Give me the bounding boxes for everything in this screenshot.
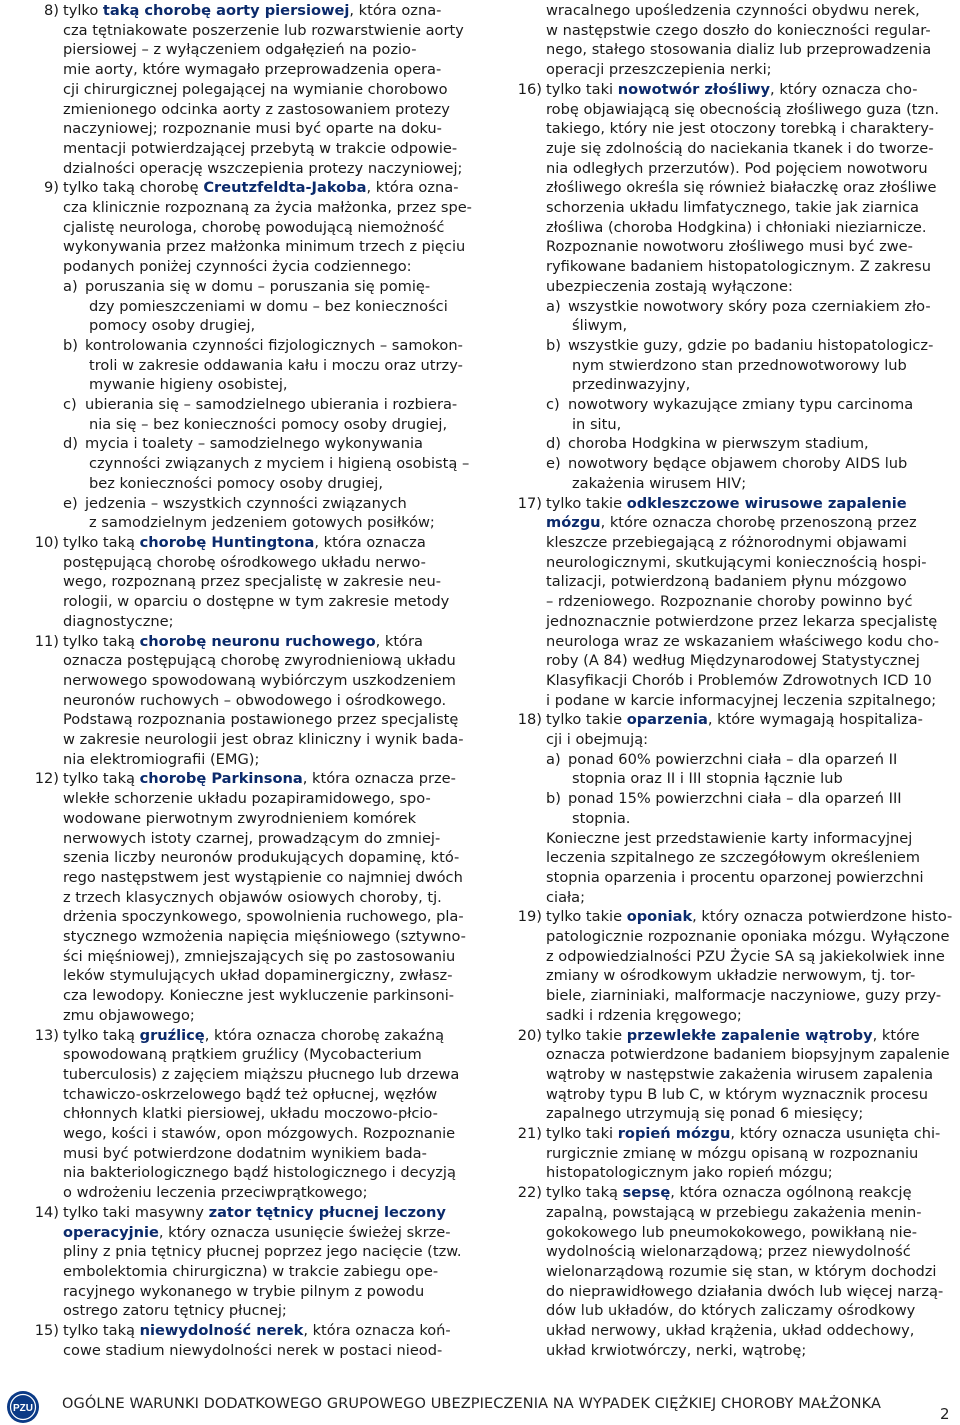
text-line: złośliwego określa się również białaczkę oraz złośliwe — [546, 179, 937, 197]
sub-item — [63, 336, 471, 395]
text-line: nia się – bez konieczności pomocy osoby drugiej, — [89, 415, 448, 433]
text-line: leczenia szpitalnego ze szczegółowym określeniem — [546, 849, 921, 867]
bold-term: zator tętnicy płucnej leczony — [208, 1203, 446, 1221]
text-line: embolektomia chirurgiczna) w trakcie zabiegu ope- — [63, 1263, 439, 1280]
list-item — [26, 178, 471, 533]
left-column — [26, 1, 471, 1361]
text-line: drżenia spoczynkowego, spowolnienia ruchowego, pla- — [63, 908, 464, 926]
bold-term: ropień mózgu — [617, 1125, 731, 1143]
bold-term: sepsę — [622, 1184, 671, 1202]
text-line: Rozpoznanie nowotworu złośliwego musi być zwe- — [546, 238, 913, 256]
text-line: wracalnego upośledzenia czynności obydwu nerek, — [546, 2, 920, 19]
text-line: zakażenia wirusem HIV; — [572, 474, 747, 492]
text-line: tylko taką chorobę Huntingtona, która oznacza — [63, 533, 426, 551]
pzu-logo-icon — [6, 1390, 40, 1424]
text-line: operacji przeszczepienia nerki; — [546, 61, 772, 79]
item-number: 22) — [517, 1184, 542, 1202]
text-line: z samodzielnym jedzeniem gotowych posiłków; — [89, 514, 435, 532]
text-line: tylko taki masywny zator tętnicy płucnej leczony — [63, 1203, 446, 1221]
text-line: do nieprawidłowego działania dwóch lub więcej narzą- — [546, 1282, 944, 1300]
list-item — [26, 769, 471, 1025]
text-line: rologii, w oparciu o dostępne w tym zakresie metody — [63, 593, 450, 611]
text-line: podanych poniżej czynności życia codziennego: — [63, 258, 412, 276]
text-line: tylko taką niewydolność nerek, która oznacza koń- — [63, 1322, 451, 1340]
text-line: tylko taką chorobę aorty piersiowej, która ozna- — [63, 2, 442, 19]
text-line: dzialności operację wszczepienia protezy naczyniowej; — [63, 159, 463, 177]
sub-item-letter: a) — [546, 297, 561, 315]
text-line: z odpowiedzialności PZU Życie SA są jakiekolwiek inne — [546, 947, 945, 965]
text-line: nia odległych przerzutów). Pod pojęciem nowotworu — [546, 159, 928, 177]
text-line: mywanie higieny osobistej, — [89, 376, 288, 394]
text-line: poruszania się w domu – poruszania się pomię- — [85, 277, 431, 295]
text-line: mycia i toalety – samodzielnego wykonywania — [85, 435, 423, 453]
text-line: tylko taki nowotwór złośliwy, który oznacza cho- — [546, 80, 918, 98]
text-line: w zakresie neurologii jest obraz kliniczny i wynik bada- — [63, 731, 464, 749]
sub-item — [63, 395, 471, 434]
bold-term: Creutzfeldta-Jakoba — [203, 179, 367, 197]
item-number: 11) — [34, 632, 59, 650]
text-line: stopnia oraz II i III stopnia łącznie lub — [572, 770, 843, 788]
text-line: spowodowaną prątkiem gruźlicy (Mycobacterium — [63, 1046, 422, 1064]
list-item — [509, 710, 949, 907]
sub-item — [546, 336, 949, 395]
text-line: nerwowego spowodowaną wybiórczym uszkodzeniem — [63, 671, 456, 689]
text-line: nerwowych istoty czarnej, prowadzącym do zmniej- — [63, 829, 441, 847]
text-line: sadki i rdzenia kręgowego; — [546, 1006, 742, 1024]
text-line: złośliwa (choroba Hodgkina) i chłoniaki nieziarnicze. — [546, 218, 927, 236]
sub-item-letter: d) — [546, 435, 561, 453]
text-line: zuje się zdolnością do naciekania tkanek i do tworze- — [546, 139, 934, 157]
text-line: śliwym, — [572, 317, 628, 335]
sub-item — [546, 297, 949, 336]
list-item — [26, 1, 471, 178]
text-line: i podane w karcie informacyjnej leczenia szpitalnego; — [546, 691, 937, 709]
sub-item-letter: e) — [546, 455, 561, 473]
sub-item-letter: a) — [546, 750, 561, 768]
text-line: wego, rozpoznaną przez specjalistę w zakresie neu- — [63, 573, 441, 591]
text-line: takiego, który nie jest otoczony torebką i charaktery- — [546, 120, 934, 138]
text-line: cjalistę neurologa, chorobę powodującą niemożność — [63, 218, 445, 236]
text-line: Konieczne jest przedstawienie karty informacyjnej — [546, 829, 913, 847]
text-line: Klasyfikacji Chorób i Problemów Zdrowotnych ICD 10 — [546, 671, 932, 689]
text-line: tchawiczo-oskrzelowego bądź też opłucnej, węzłów — [63, 1085, 438, 1103]
sub-item-letter: c) — [63, 396, 77, 414]
text-line: stopnia. — [572, 809, 631, 827]
list-item — [509, 1183, 949, 1360]
text-line: w następstwie czego doszło do konieczności regular- — [546, 21, 931, 39]
text-line: robę objawiającą się obecnością złośliwego guza (tzn. — [546, 100, 940, 118]
bold-term: nowotwór złośliwy — [617, 80, 771, 98]
text-line: ryfikowane badaniem histopatologicznym. Z zakresu — [546, 258, 931, 276]
item-number: 10) — [34, 533, 59, 551]
page-footer — [0, 1388, 960, 1425]
text-line: leków stymulujących układ dopaminergiczny, zwłasz- — [63, 967, 453, 985]
text-line: oznacza potwierdzone badaniem biopsyjnym zapalenie — [546, 1046, 950, 1064]
item-number: 12) — [34, 770, 59, 788]
bold-term: niewydolność nerek — [139, 1322, 304, 1340]
text-line: wodowane pierwotnym zwyrodnieniem komórek — [63, 809, 417, 827]
bold-term: oparzenia — [626, 711, 708, 729]
item-number: 13) — [34, 1026, 59, 1044]
text-line: patologicznie rozpoznanie oponiaka mózgu. Wyłączone — [546, 928, 950, 946]
text-line: układ nerwowy, układ krążenia, układ oddechowy, — [546, 1322, 915, 1340]
text-line: kontrolowania czynności fizjologicznych – samokon- — [85, 336, 463, 354]
bold-term: przewlekłe zapalenie wątroby — [626, 1026, 873, 1044]
list-item — [509, 907, 953, 1025]
text-line: nym stwierdzono stan przednowotworowy lub — [572, 356, 907, 374]
text-line: zmiany w ośrodkowym układzie nerwowym, tj. tor- — [546, 967, 916, 985]
sub-item-letter: d) — [63, 435, 78, 453]
text-line: szenia liczby neuronów produkujących dopaminę, któ- — [63, 849, 460, 867]
right-column — [509, 1, 953, 1361]
text-line: gokokowego lub pneumokokowego, powikłaną nie- — [546, 1223, 917, 1241]
text-line: diagnostyczne; — [63, 612, 174, 630]
list-item — [26, 533, 471, 632]
item-number: 15) — [34, 1322, 59, 1340]
text-line: zmu objawowego; — [63, 1006, 195, 1024]
text-line: nia elektromiografii (EMG); — [63, 750, 260, 768]
item-number: 21) — [517, 1125, 542, 1143]
text-line: jedzenia – wszystkich czynności związanych — [85, 494, 407, 512]
sub-item — [546, 395, 949, 434]
text-line: tylko takie oponiak, który oznacza potwierdzone histo- — [546, 908, 953, 926]
sub-item — [546, 434, 949, 454]
item-number: 19) — [517, 908, 542, 926]
sub-item — [546, 750, 949, 789]
item-number: 8) — [44, 2, 59, 19]
text-line: czynności związanych z myciem i higieną osobistą – — [89, 455, 470, 473]
item-number: 18) — [517, 711, 542, 729]
bold-term: odkleszczowe wirusowe zapalenie — [626, 494, 907, 512]
list-item — [509, 1124, 949, 1183]
text-line: ści mięśniowej), zmniejszających się po zastosowaniu — [63, 947, 456, 965]
text-line: nego, stałego stosowania dializ lub przeprowadzenia — [546, 41, 932, 59]
text-line: nowotwory wykazujące zmiany typu carcinoma — [568, 396, 914, 414]
text-line: wielonarządową rozumie się stan, w którym dochodzi — [546, 1263, 937, 1280]
sub-item-letter: e) — [63, 494, 78, 512]
bold-term: gruźlicę — [139, 1026, 205, 1044]
sub-item-letter: c) — [546, 396, 560, 414]
text-line: wego, kości i stawów, opon mózgowych. Rozpoznanie — [63, 1125, 456, 1143]
bold-term: operacyjnie — [63, 1223, 159, 1241]
list-item — [509, 494, 949, 711]
text-line: zapalnego utrzymują się ponad 6 miesięcy; — [546, 1105, 864, 1123]
text-line: cza lewodopy. Konieczne jest wykluczenie parkinsoni- — [63, 987, 455, 1005]
sub-item-letter: b) — [546, 790, 561, 808]
list-item — [26, 1026, 471, 1203]
text-line: tuberculosis) z zajęciem miąższu płucnego lub drzewa — [63, 1065, 460, 1083]
text-line: ponad 15% powierzchni ciała – dla oparzeń III — [568, 790, 902, 808]
right-list — [509, 1, 953, 1361]
text-line: tylko takie oparzenia, które wymagają hospitaliza- — [546, 711, 923, 729]
text-line: neurologicznymi, skutkującymi koniecznością hospi- — [546, 553, 927, 571]
item-number: 20) — [517, 1026, 542, 1044]
bold-term: chorobę neuronu ruchowego — [139, 632, 376, 650]
sub-item — [546, 454, 949, 493]
bold-term: chorobę Parkinsona — [139, 770, 303, 788]
text-line: wlekłe schorzenie układu pozapiramidowego, spo- — [63, 790, 431, 808]
text-line: tylko taką sepsę, która oznacza ogólnoną reakcję — [546, 1184, 912, 1202]
text-line: przedinwazyjny, — [572, 376, 691, 394]
text-line: nowotwory będące objawem choroby AIDS lub — [568, 455, 908, 473]
list-item — [509, 1026, 949, 1125]
sub-item-letter: b) — [546, 336, 561, 354]
text-line: troli w zakresie oddawania kału i moczu oraz utrzy- — [89, 356, 463, 374]
text-line: ponad 60% powierzchni ciała – dla oparzeń II — [568, 750, 898, 768]
text-line: cji i obejmują: — [546, 731, 649, 749]
text-line: roby (A 84) według Międzynarodowej Statystycznej — [546, 652, 920, 670]
item-number: 17) — [517, 494, 542, 512]
page-number: 2 — [940, 1405, 950, 1423]
text-line: mentacji potwierdzającej przebytą w trakcie odpowie- — [63, 139, 458, 157]
text-line: neuronów ruchowych – obwodowego i ośrodkowego. — [63, 691, 447, 709]
text-line: ubierania się – samodzielnego ubierania i rozbiera- — [85, 396, 458, 414]
text-line: neurologa wraz ze wskazaniem właściwego kodu cho- — [546, 632, 939, 650]
text-line: cji chirurgicznej polegającej na wymianie chorobowo — [63, 80, 448, 98]
text-line: operacyjnie, który oznacza usunięcie świeżej skrze- — [63, 1223, 451, 1241]
text-line: ubezpieczenia zostają wyłączone: — [546, 277, 793, 295]
text-line: racyjnego wykonanego w trybie pilnym z powodu — [63, 1282, 425, 1300]
text-line: wątroby typu B lub C, w którym wyznacznik procesu — [546, 1085, 928, 1103]
text-line: zmienionego odcinka aorty z zastosowaniem protezy — [63, 100, 450, 118]
text-line: pliny z pnia tętnicy płucnej poprzez jego nacięcie (tzw. — [63, 1243, 462, 1261]
list-item — [26, 632, 471, 770]
bold-term: mózgu — [546, 514, 601, 532]
text-line: musi być potwierdzone dodatnim wynikiem bada- — [63, 1144, 427, 1162]
item-number: 9) — [44, 179, 59, 197]
text-line: pomocy osoby drugiej, — [89, 317, 256, 335]
text-line: choroba Hodgkina w pierwszym stadium, — [568, 435, 869, 453]
bold-term: taką chorobę aorty piersiowej — [102, 2, 350, 19]
text-line: talizacji, potwierdzoną badaniem płynu mózgowo — [546, 573, 907, 591]
text-line: dzy pomieszczeniami w domu – bez konieczności — [89, 297, 448, 315]
list-item — [26, 1203, 471, 1321]
text-line: naczyniowej; rozpoznanie musi być oparte na doku- — [63, 120, 442, 138]
footer-title: OGÓLNE WARUNKI DODATKOWEGO GRUPOWEGO UBEZPIECZENIA NA WYPADEK CIĘŻKIEJ CHOROBY MAŁŻONKA — [62, 1396, 881, 1412]
text-line: chłonnych klatki piersiowej, układu moczowo-płcio- — [63, 1105, 438, 1123]
text-line: mie aorty, które wymagało przeprowadzenia opera- — [63, 61, 442, 79]
text-line: stycznego wzmożenia napięcia mięśniowego (sztywno- — [63, 928, 466, 946]
sub-item — [546, 789, 949, 828]
text-line: wydolnością wielonarządową; przez niewydolność — [546, 1243, 911, 1261]
text-line: postępującą chorobę ośrodkowego układu nerwo- — [63, 553, 426, 571]
text-line: Podstawą rozpoznania postawionego przez specjalistę — [63, 711, 459, 729]
text-line: zapalną, powstającą w przebiegu zakażenia menin- — [546, 1203, 922, 1221]
list-item — [509, 80, 949, 494]
text-line: rego następstwem jest wystąpienie co najmniej dwóch — [63, 868, 463, 886]
text-line: biele, ziarniniaki, malformacje naczyniowe, guzy przy- — [546, 987, 942, 1005]
text-line: tylko takie przewlekłe zapalenie wątroby, które — [546, 1026, 920, 1044]
text-line: cowe stadium niewydolności nerek w postaci nieod- — [63, 1341, 443, 1359]
text-line: stopnia oparzenia i procentu oparzonej powierzchni — [546, 868, 924, 886]
text-line: wszystkie nowotwory skóry poza czerniakiem zło- — [568, 297, 931, 315]
text-line: tylko taką chorobę Parkinsona, która oznacza prze- — [63, 770, 456, 788]
text-line: cza tętniakowate poszerzenie lub rozwarstwienie aorty — [63, 21, 464, 39]
sub-item — [63, 434, 471, 493]
left-list — [26, 1, 471, 1361]
bold-term: chorobę Huntingtona — [139, 533, 315, 551]
text-line: bez konieczności pomocy osoby drugiej, — [89, 474, 384, 492]
text-line: tylko taką chorobę Creutzfeldta-Jakoba, która ozna- — [63, 179, 459, 197]
text-line: schorzenia układu limfatycznego, takie jak ziarnica — [546, 199, 919, 217]
text-line: o wdrożeniu leczenia przeciwprątkowego; — [63, 1184, 368, 1202]
text-line: mózgu, które oznacza chorobę przenoszoną przez — [546, 514, 917, 532]
text-line: rurgicznie zmianę w mózgu opisaną w rozpoznaniu — [546, 1144, 919, 1162]
text-line: wątroby w następstwie zakażenia wirusem zapalenia — [546, 1065, 934, 1083]
text-line: histopatologicznym jako ropień mózgu; — [546, 1164, 833, 1182]
svg-text:PZU: PZU — [13, 1403, 33, 1414]
text-line: układ krwiotwórczy, nerki, wątrobę; — [546, 1341, 807, 1359]
sub-item-letter: b) — [63, 336, 78, 354]
text-line: ostrego zatoru tętnicy płucnej; — [63, 1302, 287, 1320]
text-line: wykonywania przez małżonka minimum trzech z pięciu — [63, 238, 466, 256]
text-line: piersiowej – z wyłączeniem odgałęzień na pozio- — [63, 41, 417, 59]
item-number: 14) — [34, 1203, 59, 1221]
text-line: wszystkie guzy, gdzie po badaniu histopatologicz- — [568, 336, 934, 354]
text-line: ciała; — [546, 888, 586, 906]
text-line: z trzech klasycznych objawów osiowych choroby, tj. — [63, 888, 442, 906]
text-line: tylko taki ropień mózgu, który oznacza usunięta chi- — [546, 1125, 941, 1143]
text-line: kleszcze przebiegającą z różnorodnymi objawami — [546, 533, 907, 551]
bold-term: oponiak — [626, 908, 693, 926]
text-line: tylko taką chorobę neuronu ruchowego, która — [63, 632, 423, 650]
list-item — [509, 1, 949, 80]
text-line: dów lub układów, do których zaliczamy ośrodkowy — [546, 1302, 916, 1320]
text-line: in situ, — [572, 415, 622, 433]
text-line: tylko taką gruźlicę, która oznacza chorobę zakaźną — [63, 1026, 445, 1044]
item-number: 16) — [517, 80, 542, 98]
text-line: – rdzeniowego. Rozpoznanie choroby powinno być — [546, 593, 913, 611]
text-line: oznacza postępującą chorobę zwyrodnieniową układu — [63, 652, 456, 670]
sub-item-letter: a) — [63, 277, 78, 295]
sub-item — [63, 277, 471, 336]
sub-item — [63, 494, 471, 533]
text-line: nia bakteriologicznego bądź histologicznego i decyzją — [63, 1164, 456, 1182]
text-line: tylko takie odkleszczowe wirusowe zapalenie — [546, 494, 907, 512]
text-line: cza klinicznie rozpoznaną za życia małżonka, przez spe- — [63, 199, 472, 217]
list-item — [26, 1321, 471, 1360]
text-line: jednoznacznie potwierdzone przez lekarza specjalistę — [546, 612, 938, 630]
